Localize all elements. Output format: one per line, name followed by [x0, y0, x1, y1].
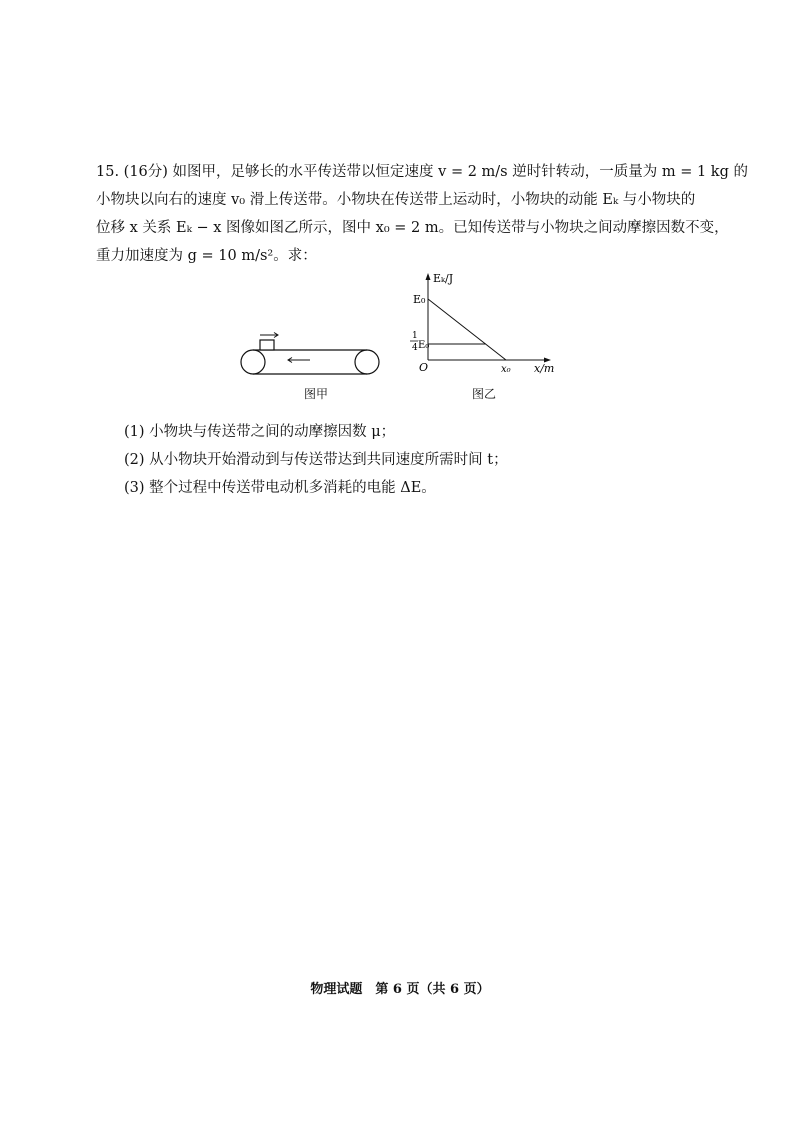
question-line-3: 位移 x 关系 Eₖ − x 图像如图乙所示，图中 x₀ = 2 m。已知传送带与小物块之间动摩擦因数不变， — [96, 220, 729, 236]
y-tick-quarter-sym: E₀ — [418, 340, 430, 351]
question-line-2: 小物块以向右的速度 v₀ 滑上传送带。小物块在传送带上运动时，小物块的动能 Eₖ 与小物块的 — [96, 192, 696, 208]
sub-question-3: (3) 整个过程中传送带电动机多消耗的电能 ΔE。 — [124, 480, 436, 496]
y-tick-quarter-num: 1 — [412, 331, 418, 341]
y-axis-label: Eₖ/J — [433, 272, 454, 285]
question-line-1: 15. (16分) 如图甲，足够长的水平传送带以恒定速度 v = 2 m/s 逆时针转动，一质量为 m = 1 kg 的 — [96, 164, 748, 180]
left-pulley — [241, 350, 265, 374]
ek-x-graph — [398, 268, 568, 380]
y-tick-e0: E₀ — [413, 293, 426, 306]
sub-question-1: (1) 小物块与传送带之间的动摩擦因数 μ； — [124, 424, 396, 440]
figure-b-caption: 图乙 — [471, 387, 496, 401]
x-axis-label: x/m — [534, 362, 555, 375]
conveyor-belt-figure — [236, 330, 386, 380]
block — [260, 340, 274, 350]
page-footer: 物理试题 第 6 页（共 6 页） — [310, 982, 490, 997]
figure-a-caption: 图甲 — [303, 387, 328, 401]
origin-label: O — [419, 361, 429, 374]
sub-question-2: (2) 从小物块开始滑动到与传送带达到共同速度所需时间 t； — [124, 452, 508, 468]
right-pulley — [355, 350, 379, 374]
question-line-4: 重力加速度为 g = 10 m/s²。求： — [96, 248, 317, 264]
ek-line — [428, 299, 506, 360]
y-tick-quarter-den: 4 — [412, 343, 418, 353]
x-tick-x0: x₀ — [501, 364, 511, 375]
